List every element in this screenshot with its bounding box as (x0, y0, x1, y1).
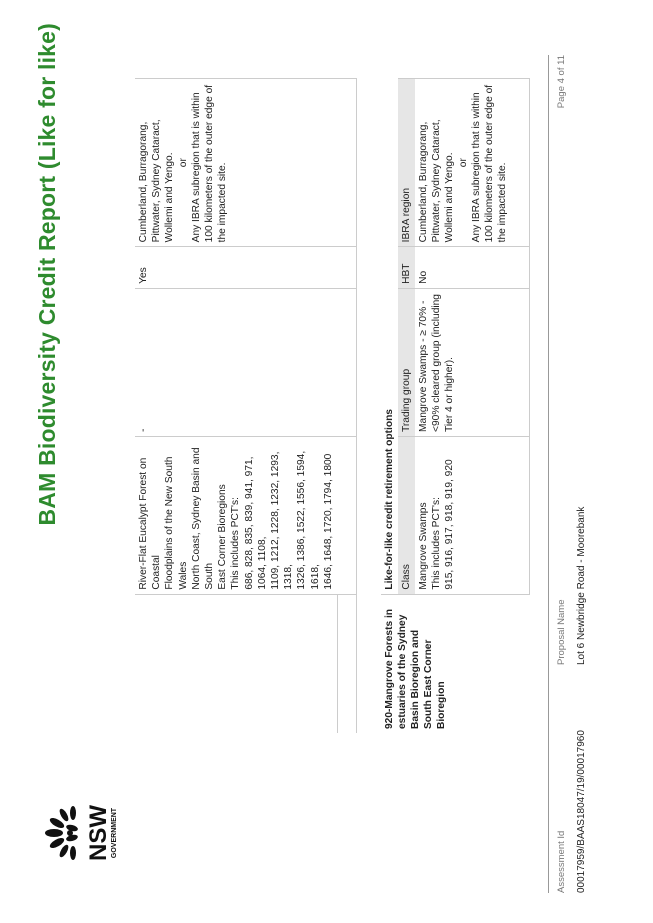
table-row (135, 79, 337, 734)
column-header-class: Class (398, 436, 415, 594)
row-name-cell (135, 594, 337, 733)
trading-group-cell: - (135, 288, 337, 436)
proposal-name-value: Lot 6 Newbridge Road - Moorebank (576, 506, 587, 665)
table-row (337, 79, 356, 734)
ibra-text: Any IBRA subregion that is within 100 kilometers of the outer edge of the impacted site. (190, 84, 229, 243)
class-line: This includes PCT's: (230, 497, 242, 590)
class-line: 1109, 1212, 1228, 1232, 1293, 1318, (270, 451, 295, 590)
ibra-cell (415, 79, 511, 247)
logo-text-nsw: NSW (85, 805, 112, 861)
page-number: Page 4 of 11 (556, 55, 567, 109)
class-line: 1326, 1386, 1522, 1556, 1594, 1618, (296, 450, 321, 590)
assessment-id-label: Assessment Id (556, 830, 567, 893)
assessment-id-value: 00017959/BAAS18047/19/00017960 (576, 730, 587, 893)
ibra-text: Cumberland, Burragorang, Pittwater, Sydney Cataract, Wollemi and Yengo. (138, 119, 176, 243)
table-row (381, 79, 398, 734)
class-line: Mangrove Swamps (417, 502, 429, 590)
nsw-government-logo (40, 773, 120, 893)
ibra-text: Cumberland, Burragorang, Pittwater, Sydney Cataract, Wollemi and Yengo. (417, 119, 456, 243)
footer-divider (548, 55, 549, 893)
class-line: Floodplains of the New South Wales (164, 456, 189, 590)
hbt-cell: Yes (135, 247, 337, 289)
ibra-cell (135, 79, 337, 247)
table-spacer (356, 79, 381, 734)
class-line: 686, 828, 835, 839, 941, 971, 1064, 1108, (243, 456, 268, 590)
column-header-ibra: IBRA region (398, 79, 415, 247)
class-line: North Coast, Sydney Basin and South (190, 447, 216, 590)
page-title: BAM Biodiversity Credit Report (Like for like) (34, 23, 60, 526)
column-header-hbt: HBT (398, 247, 415, 289)
trading-group-cell: Mangrove Swamps - ≥ 70% - <90% cleared group (including Tier 4 or higher). (415, 288, 511, 436)
ibra-text: Any IBRA subregion that is within 100 kilometers of the outer edge of the impacted site. (470, 84, 509, 243)
class-line: East Corner Bioregions (217, 484, 229, 590)
class-cell (135, 436, 337, 594)
class-cell (415, 436, 511, 594)
class-line: 915, 916, 917, 918, 919, 920 (444, 459, 456, 590)
ibra-or: or (177, 158, 189, 168)
column-header-trading-group: Trading group (398, 288, 415, 436)
class-line: River-Flat Eucalypt Forest on Coastal (138, 457, 163, 590)
logo-text-government: GOVERNMENT (111, 807, 118, 859)
section-title: Like-for-like credit retirement options (381, 79, 398, 595)
proposal-name-label: Proposal Name (556, 599, 567, 665)
class-line: 1646, 1648, 1720, 1794, 1800 (322, 453, 334, 590)
hbt-cell: No (415, 247, 511, 289)
credit-table (135, 78, 530, 733)
class-line: This includes PCT's: (431, 497, 443, 590)
vegetation-zone-name: 920-Mangrove Forests in estuaries of the Sydney Basin Bioregion and South East Corner Bioregion (383, 608, 448, 729)
ibra-or: or (457, 158, 469, 168)
